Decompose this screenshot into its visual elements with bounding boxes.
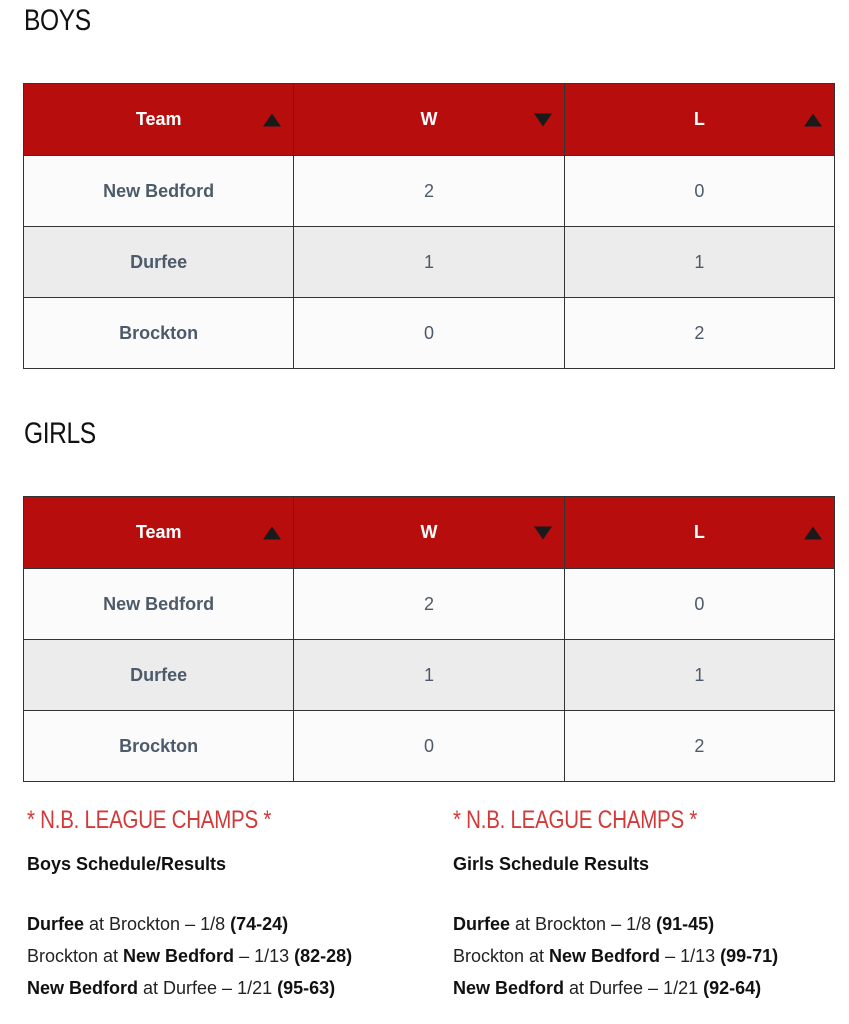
team-name-bold: Durfee — [27, 914, 85, 934]
column-header-losses[interactable] — [564, 84, 834, 156]
game-detail: at Durfee – 1/21 — [138, 978, 278, 998]
table-row — [24, 227, 835, 298]
schedule-heading: Boys Schedule/Results — [27, 854, 227, 874]
wins-cell: 2 — [294, 156, 564, 227]
game-detail: – 1/13 — [660, 946, 721, 966]
losses-cell: 2 — [564, 711, 834, 782]
team-name-bold: New Bedford — [123, 946, 235, 966]
table-row — [24, 640, 835, 711]
team-name-bold: New Bedford — [453, 978, 565, 998]
table-header-row — [24, 497, 835, 569]
game-score: (74-24) — [230, 914, 289, 934]
game-score: (82-28) — [294, 946, 353, 966]
table-row — [24, 298, 835, 369]
table-header-row — [24, 84, 835, 156]
sort-ascending-icon[interactable] — [263, 526, 281, 539]
losses-cell: 1 — [564, 640, 834, 711]
wins-cell: 1 — [294, 227, 564, 298]
team-name-bold: New Bedford — [27, 978, 139, 998]
game-score: (95-63) — [277, 978, 336, 998]
team-name-bold: Durfee — [453, 914, 511, 934]
column-header-label: Team — [135, 109, 182, 129]
girls-results-column — [453, 806, 849, 1004]
column-header-label: W — [420, 109, 438, 129]
wins-cell: 0 — [294, 298, 564, 369]
game-score: (91-45) — [656, 914, 715, 934]
losses-cell: 0 — [564, 156, 834, 227]
game-result-line — [27, 908, 427, 940]
column-header-wins[interactable] — [294, 497, 564, 569]
column-header-label: W — [420, 522, 438, 542]
boys-section-title: BOYS — [24, 4, 91, 37]
team-cell: New Bedford — [24, 156, 294, 227]
game-list — [27, 908, 427, 1004]
game-result-line — [27, 940, 427, 972]
column-header-label: L — [693, 522, 705, 542]
league-champs-heading: * N.B. LEAGUE CHAMPS * — [453, 806, 698, 834]
boys-standings-table — [23, 83, 835, 369]
sort-descending-icon[interactable] — [534, 113, 552, 126]
game-score: (99-71) — [720, 946, 779, 966]
sort-ascending-icon[interactable] — [263, 113, 281, 126]
game-score: (92-64) — [703, 978, 762, 998]
schedule-heading: Girls Schedule Results — [453, 854, 650, 874]
game-detail: – 1/13 — [234, 946, 295, 966]
boys-results-column — [27, 806, 427, 1004]
girls-section-title: GIRLS — [24, 417, 96, 450]
team-cell: Brockton — [24, 298, 294, 369]
table-row — [24, 569, 835, 640]
losses-cell: 2 — [564, 298, 834, 369]
sort-descending-icon[interactable] — [534, 526, 552, 539]
column-header-wins[interactable] — [294, 84, 564, 156]
game-result-line — [453, 972, 849, 1004]
league-champs-heading: * N.B. LEAGUE CHAMPS * — [27, 806, 272, 834]
game-result-line — [27, 972, 427, 1004]
column-header-label: Team — [135, 522, 182, 542]
losses-cell: 0 — [564, 569, 834, 640]
wins-cell: 1 — [294, 640, 564, 711]
team-cell: Durfee — [24, 640, 294, 711]
game-result-line — [453, 908, 849, 940]
girls-standings-table — [23, 496, 835, 782]
table-row — [24, 711, 835, 782]
column-header-team[interactable] — [24, 84, 294, 156]
table-row — [24, 156, 835, 227]
team-name-bold: New Bedford — [549, 946, 661, 966]
team-cell: New Bedford — [24, 569, 294, 640]
team-cell: Durfee — [24, 227, 294, 298]
wins-cell: 2 — [294, 569, 564, 640]
game-detail: Brockton at — [27, 946, 124, 966]
game-detail: at Brockton – 1/8 — [84, 914, 231, 934]
sort-ascending-icon[interactable] — [804, 113, 822, 126]
game-detail: Brockton at — [453, 946, 550, 966]
game-list — [453, 908, 849, 1004]
column-header-team[interactable] — [24, 497, 294, 569]
losses-cell: 1 — [564, 227, 834, 298]
sort-ascending-icon[interactable] — [804, 526, 822, 539]
column-header-label: L — [693, 109, 705, 129]
game-detail: at Brockton – 1/8 — [510, 914, 657, 934]
wins-cell: 0 — [294, 711, 564, 782]
column-header-losses[interactable] — [564, 497, 834, 569]
team-cell: Brockton — [24, 711, 294, 782]
game-result-line — [453, 940, 849, 972]
game-detail: at Durfee – 1/21 — [564, 978, 704, 998]
